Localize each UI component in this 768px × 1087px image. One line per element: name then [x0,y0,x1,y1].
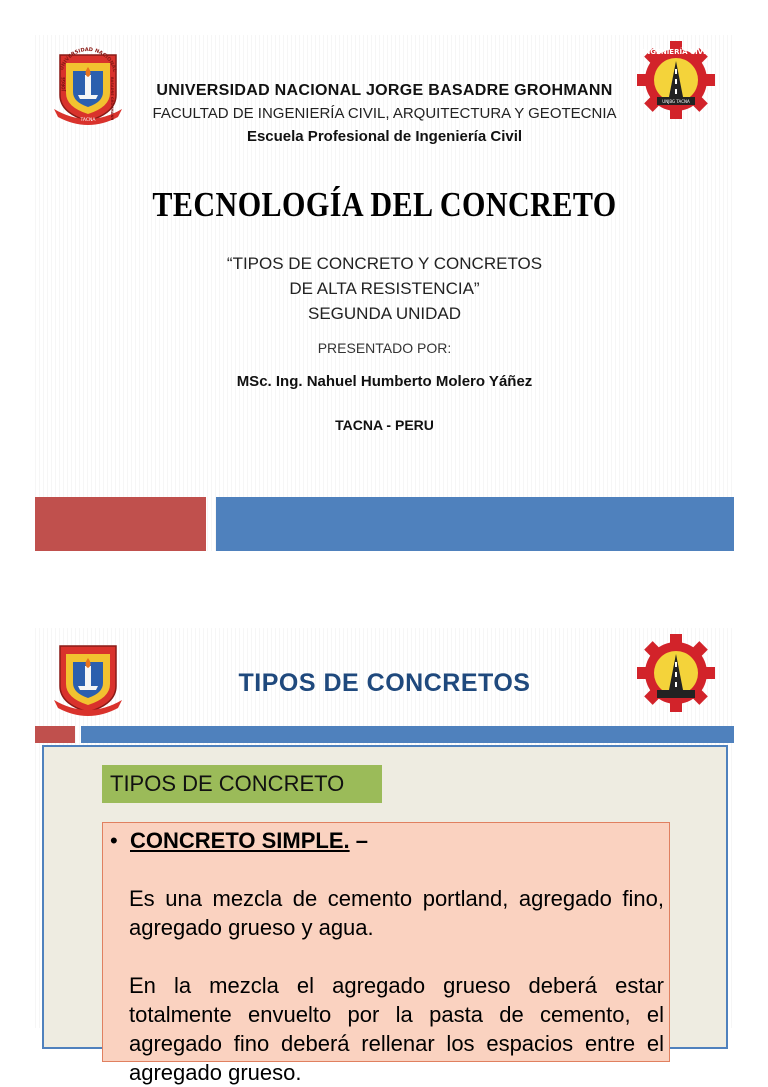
seal-top-text: UNIVERSIDAD NACIONAL [58,46,118,73]
faculty-name: FACULTAD DE INGENIERÍA CIVIL, ARQUITECTURA Y GEOTECNIA [152,105,617,122]
header-blue-bar [81,726,734,743]
title-slide [35,35,734,551]
paragraph-2: En la mezcla el agregado grueso deberá estar totalmente envuelto por la pasta de cemento, el agregado fino deberá rellenar los espacios entre el agregado grueso. [129,973,664,1085]
school-name: Escuela Profesional de Ingeniería Civil [246,128,523,145]
location-label: TACNA - PERU [335,417,434,433]
slide-title: TIPOS DE CONCRETOS [238,669,531,697]
university-name: UNIVERSIDAD NACIONAL JORGE BASADRE GROHMANN [156,82,613,99]
seal-bottom-text: TACNA [80,118,96,123]
seal-right-text: BASADRE GROHMANN [110,77,114,121]
paragraph-1: Es una mezcla de cemento portland, agregado fino, agregado grueso y agua. [129,886,664,940]
bullet-icon: • [110,828,118,853]
author-name: MSc. Ing. Nahuel Humberto Molero Yáñez [236,373,533,390]
seal-left-text: JORGE [61,77,66,91]
unit-label: SEGUNDA UNIDAD [307,304,462,323]
subtitle-line-2: DE ALTA RESISTENCIA” [289,279,480,298]
bullet-item [110,828,368,854]
bullet-dash: – [355,828,368,853]
definition-box [102,822,670,1085]
badge-sub-text: UNJBG TACNA [662,99,690,104]
footer-blue-bar [216,497,734,551]
badge-text: INGENIERÍA CIVIL [641,48,711,56]
presented-by-label: PRESENTADO POR: [317,340,452,356]
bullet-heading: CONCRETO SIMPLE. [130,828,350,853]
section-tag: TIPOS DE CONCRETO [102,765,382,803]
content-panel [42,745,728,1085]
footer-red-bar [35,497,206,551]
subtitle-line-1: “TIPOS DE CONCRETO Y CONCRETOS [226,254,543,273]
content-slide [35,628,734,1085]
header-red-bar [35,726,75,743]
course-title: TECNOLOGÍA DEL CONCRETO [152,185,617,224]
